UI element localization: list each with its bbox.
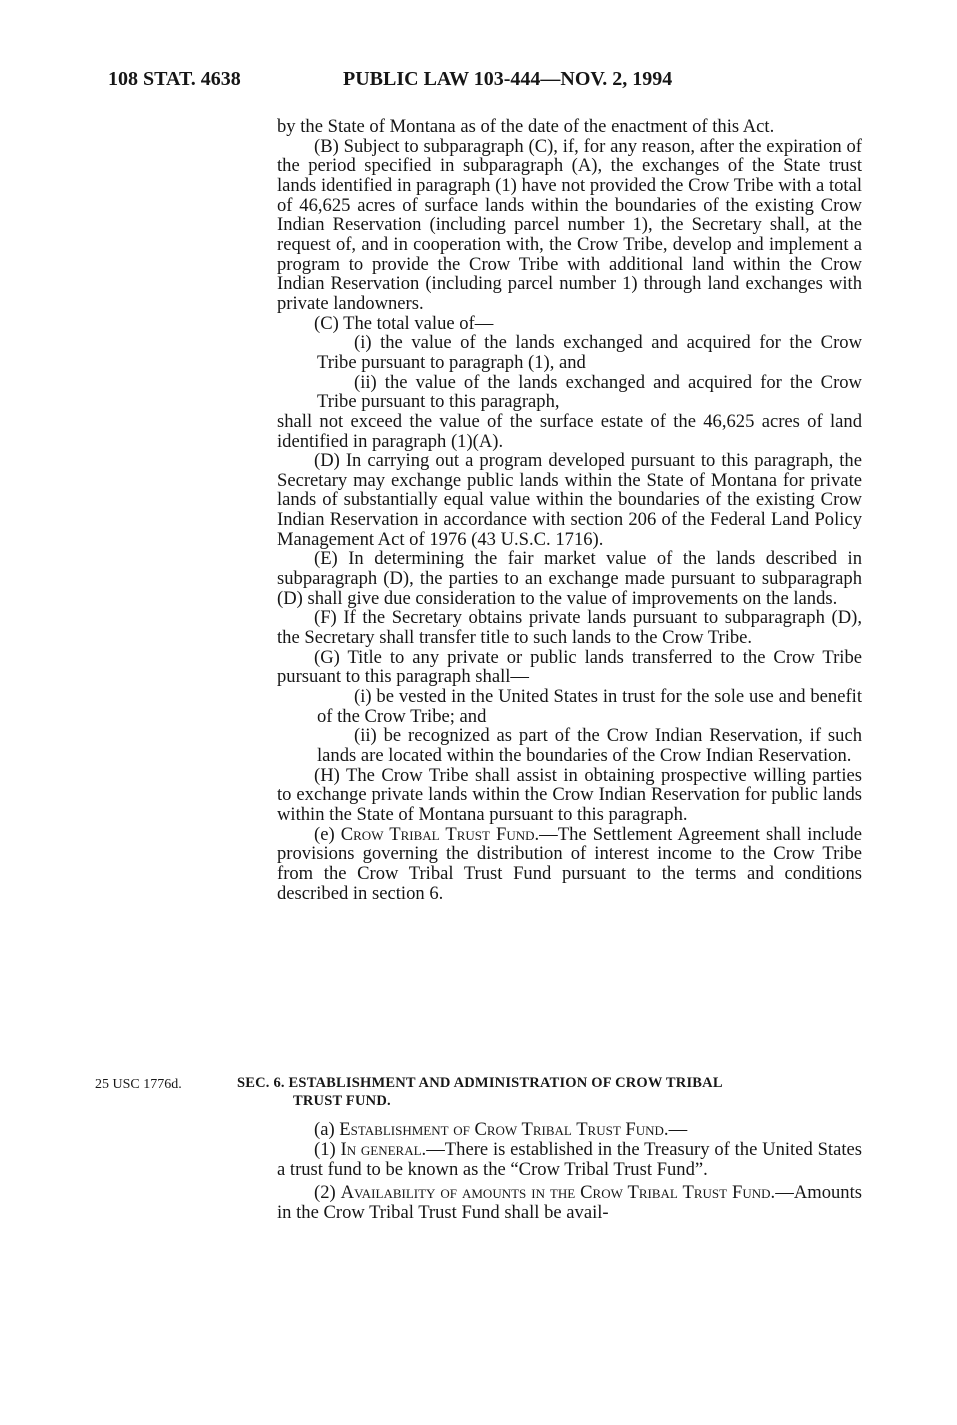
section-body	[277, 1120, 862, 1223]
paragraph-1-heading: In general.	[340, 1138, 427, 1160]
subsection-e-label: (e)	[314, 823, 341, 845]
subparagraph-c: (C) The total value of—	[314, 312, 494, 334]
subparagraph-f: (F) If the Secretary obtains private lands pursuant to subparagraph (D), the Secretary shall transfer title to such lands to the Crow Tribe.	[277, 607, 862, 649]
margin-citation: 25 USC 1776d.	[95, 1077, 182, 1092]
clause-c-ii: (ii) the value of the lands exchanged and acquired for the Crow Tribe pursuant to this paragraph,	[317, 371, 862, 413]
section-heading	[237, 1074, 862, 1110]
subsection-e-text: —The Settlement Agreement shall include provisions governing the distribution of interest income to the Crow Tribe from the Crow Tribal Trust Fund pursuant to the terms and conditions described in section 6.	[277, 823, 862, 904]
section-heading-line1: SEC. 6. ESTABLISHMENT AND ADMINISTRATION OF CROW TRIBAL	[237, 1075, 723, 1091]
subparagraph-g: (G) Title to any private or public lands transferred to the Crow Tribe pursuant to this paragraph shall—	[277, 646, 862, 688]
paragraph-2-label: (2)	[314, 1182, 341, 1204]
subsection-e	[277, 825, 862, 904]
subparagraph-b: (B) Subject to subparagraph (C), if, for any reason, after the expiration of the period specified in subparagraph (A), the exchanges of the State trust lands identified in paragraph (1) have not provided the Crow Tribe with a total of 46,625 acres of surface lands within the boundaries of the existing Crow Indian Reservation (including parcel number 1), the Secretary shall, at the request of, and in cooperation with, the Crow Tribe, develop and implement a program to provide the Crow Tribe with additional land within the Crow Indian Reservation (including parcel number 1) through land exchanges with private landowners.	[277, 135, 862, 314]
subparagraph-e: (E) In determining the fair market value of the lands described in subparagraph (D), the parties to an exchange made pursuant to subparagraph (D) shall give due consideration to the value of improvements on the lands.	[277, 548, 862, 609]
subsection-a-heading: Establishment of Crow Tribal Trust Fund.	[339, 1119, 669, 1140]
section-heading-line2: TRUST FUND.	[293, 1093, 391, 1109]
paragraph-1-label: (1)	[314, 1138, 341, 1160]
subsection-e-heading: Crow Tribal Trust Fund.	[340, 823, 540, 845]
clause-g-ii: (ii) be recognized as part of the Crow Indian Reservation, if such lands are located within the boundaries of the Crow Indian Reservation.	[317, 725, 862, 766]
paragraph-1-text: —There is established in the Treasury of the United States a trust fund to be known as the “Crow Tribal Trust Fund”.	[277, 1138, 862, 1180]
clause-g-i: (i) be vested in the United States in trust for the sole use and benefit of the Crow Tribe; and	[317, 686, 862, 727]
law-title-date: PUBLIC LAW 103-444—NOV. 2, 1994	[343, 68, 673, 90]
clause-c-i: (i) the value of the lands exchanged and acquired for the Crow Tribe pursuant to paragraph (1), and	[317, 332, 862, 373]
subsection-a-dash: —	[668, 1119, 688, 1140]
running-header	[0, 64, 957, 94]
subparagraph-d: (D) In carrying out a program developed pursuant to this paragraph, the Secretary may exchange public lands within the State of Montana for private lands of substantially equal value within the boundaries of the existing Crow Indian Reservation in accordance with section 206 of the Federal Land Policy Management Act of 1976 (43 U.S.C. 1716).	[277, 450, 862, 550]
paragraph-2	[277, 1183, 862, 1223]
subparagraph-c-continuation: shall not exceed the value of the surface estate of the 46,625 acres of land identified in paragraph (1)(A).	[277, 410, 862, 452]
paragraph-1	[277, 1140, 862, 1180]
paragraph-2-heading: Availability of amounts in the Crow Tribal Trust Fund.	[340, 1182, 776, 1204]
main-text	[277, 117, 862, 903]
paragraph-continuation: by the State of Montana as of the date of the enactment of this Act.	[277, 116, 775, 137]
subsection-a-label: (a)	[314, 1119, 340, 1140]
subsection-a	[277, 1120, 862, 1140]
paragraph-2-text: —Amounts in the Crow Tribal Trust Fund shall be avail-	[277, 1182, 862, 1224]
statute-page-reference: 108 STAT. 4638	[108, 68, 241, 90]
subparagraph-h: (H) The Crow Tribe shall assist in obtaining prospective willing parties to exchange private lands within the Crow Indian Reservation for public lands within the State of Montana pursuant to this paragraph.	[277, 764, 862, 825]
